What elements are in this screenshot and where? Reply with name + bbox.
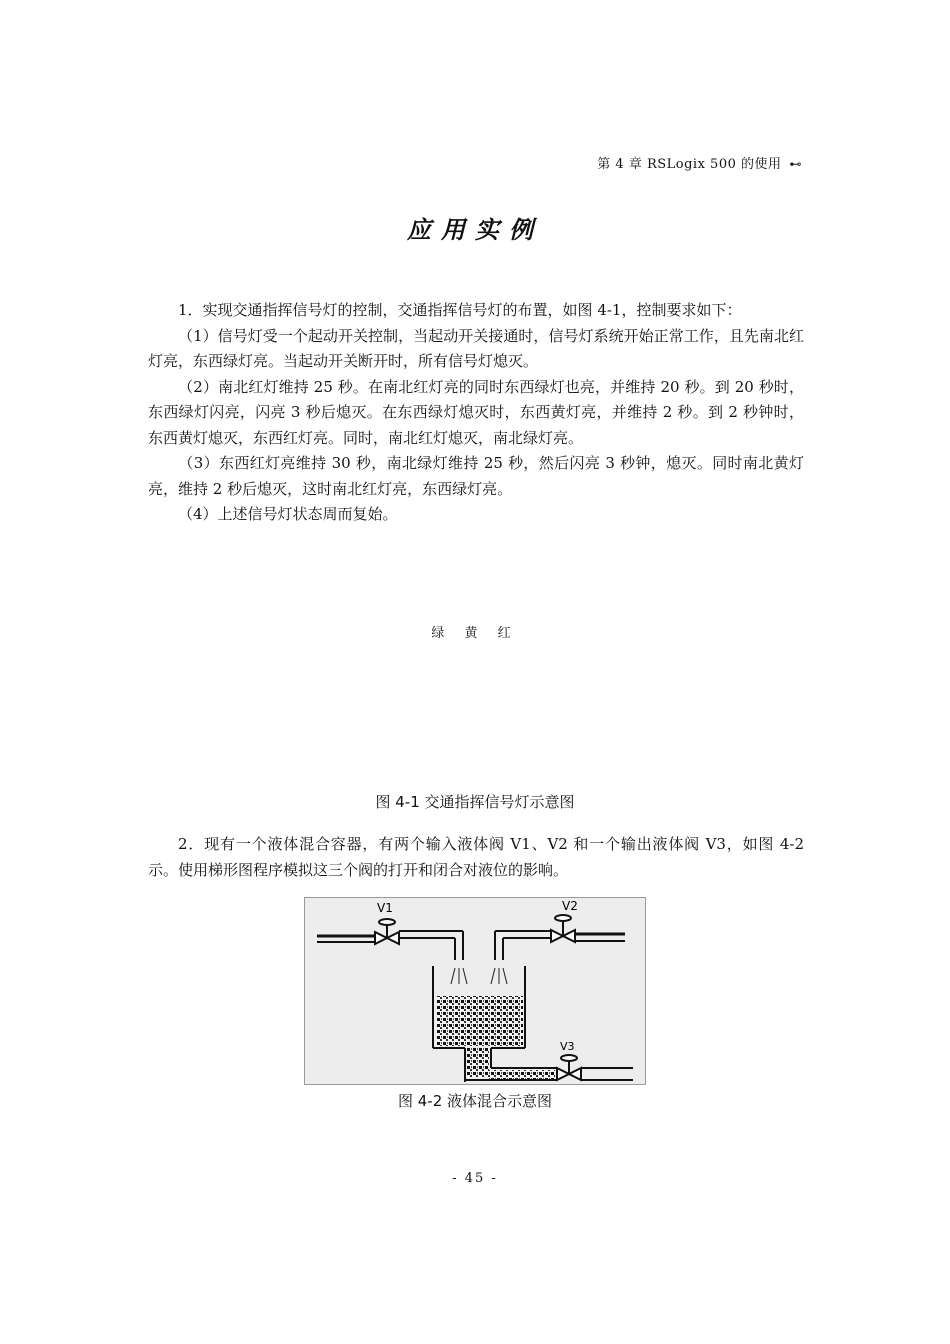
section-1-item (148, 375, 804, 452)
liquid-level (437, 996, 523, 1046)
page-number: - 45 - (452, 1171, 498, 1186)
page-title: 应用实例 (407, 215, 543, 244)
v1-valve-icon (375, 919, 399, 944)
section-1 (148, 298, 804, 528)
figure-4-1-caption: 图 4-1 交通指挥信号灯示意图 (375, 793, 575, 811)
section-1-item (148, 502, 804, 528)
v1-label: V1 (377, 901, 393, 915)
v3-label: V3 (560, 1040, 575, 1053)
figure-4-2-caption: 图 4-2 液体混合示意图 (397, 1092, 553, 1110)
outlet-liquid (467, 1048, 489, 1078)
mixing-diagram-svg (305, 898, 645, 1084)
section-1-intro-text: 1．实现交通指挥信号灯的控制，交通指挥信号灯的布置，如图 4-1，控制要求如下： (178, 301, 742, 319)
item-text: （4）上述信号灯状态周而复始。 (178, 505, 398, 523)
liquid-mixing-diagram (304, 897, 646, 1085)
v2-label: V2 (562, 899, 578, 913)
header-text: 第 4 章 RSLogix 500 的使用 (597, 157, 782, 172)
section-1-intro (148, 298, 804, 324)
section-2-text: 2．现有一个液体混合容器，有两个输入液体阀 V1、V2 和一个输出液体阀 V3，如图 4-2 示。使用梯形图程序模拟这三个阀的打开和闭合对液位的影响。 (148, 835, 804, 879)
v1-pipe (317, 931, 463, 960)
item-text: （3）东西红灯亮维持 30 秒，南北绿灯维持 25 秒，然后闪亮 3 秒钟，熄灭。同时南北黄灯亮，维持 2 秒后熄灭，这时南北红灯亮，东西绿灯亮。 (148, 454, 804, 498)
section-1-item (148, 451, 804, 502)
item-text: （1）信号灯受一个起动开关控制，当起动开关接通时，信号灯系统开始正常工作，且先南北红灯亮，东西绿灯亮。当起动开关断开时，所有信号灯熄灭。 (148, 326, 804, 370)
key-icon: ⊷ (789, 157, 802, 171)
signal-light-legend: 绿 黄 红 (431, 626, 519, 641)
v2-valve-icon (551, 915, 575, 942)
section-1-item (148, 324, 804, 375)
section-2 (148, 832, 804, 883)
item-text: （2）南北红灯维持 25 秒。在南北红灯亮的同时东西绿灯也亮，并维持 20 秒。到 20 秒时，东西绿灯闪亮，闪亮 3 秒后熄灭。在东西绿灯熄灭时，东西黄灯亮，并维持 2 秒。到 2 秒钟时，东西黄灯熄灭，东西红灯亮。同时，南北红灯熄灭，南北绿灯亮。 (148, 377, 804, 447)
running-header (597, 153, 802, 172)
inflow-spray (451, 968, 507, 984)
v3-valve-icon (557, 1055, 581, 1080)
outlet-flow (489, 1070, 555, 1079)
